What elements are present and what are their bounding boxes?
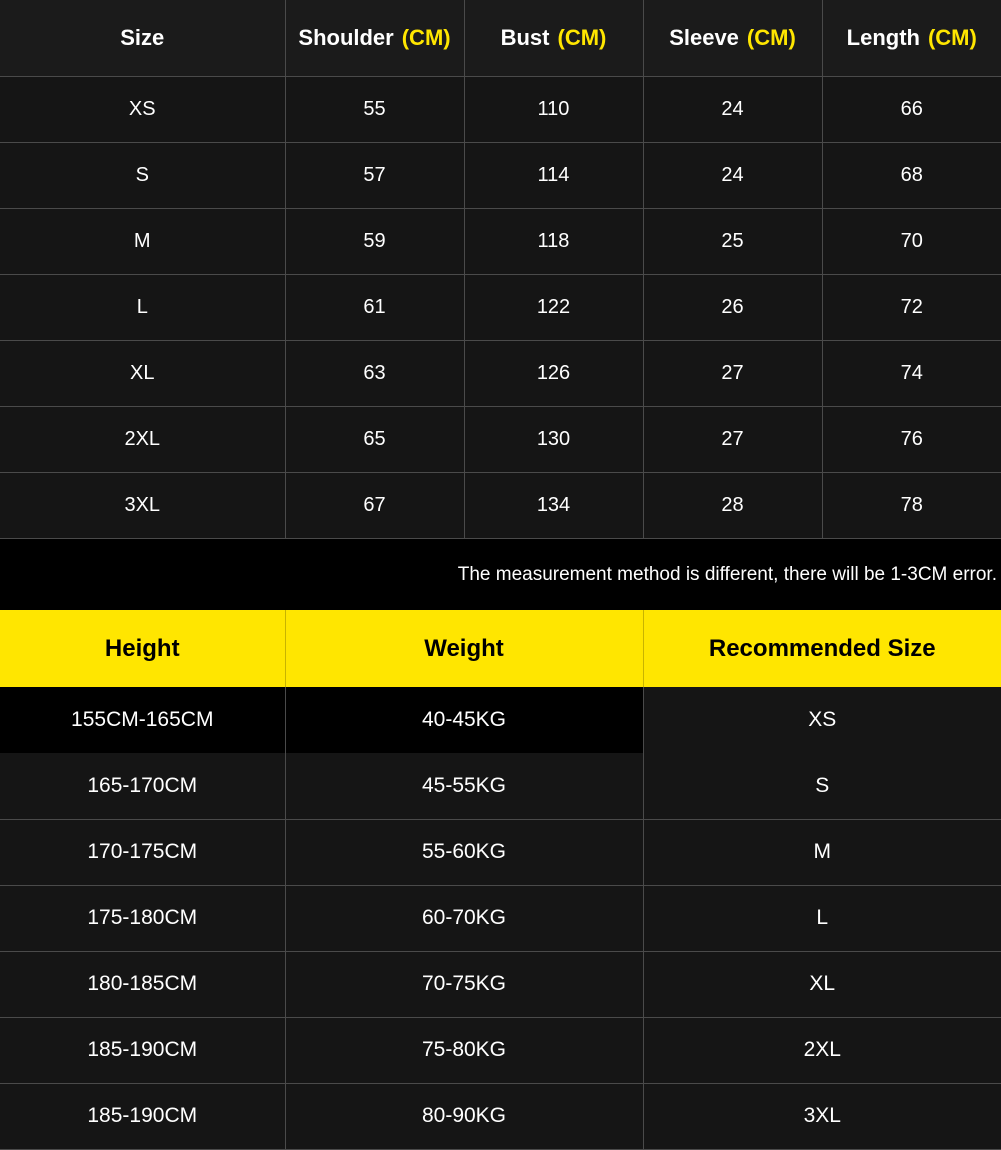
shoulder-cell: 59 [285, 208, 464, 274]
shoulder-cell: 55 [285, 76, 464, 142]
length-cell: 72 [822, 274, 1001, 340]
recommended-size-cell: XL [643, 951, 1001, 1017]
shoulder-cell: 63 [285, 340, 464, 406]
recommended-size-cell: 3XL [643, 1083, 1001, 1149]
bust-cell: 110 [464, 76, 643, 142]
size-header-shoulder: Shoulder (CM) [285, 0, 464, 76]
sleeve-cell: 28 [643, 472, 822, 538]
table-row [0, 406, 1001, 472]
recommendation-header-row [0, 610, 1001, 687]
table-row [0, 753, 1001, 819]
table-row [0, 142, 1001, 208]
size-cell: M [0, 208, 285, 274]
bust-cell: 130 [464, 406, 643, 472]
size-cell: 2XL [0, 406, 285, 472]
height-cell: 175-180CM [0, 885, 285, 951]
shoulder-cell: 57 [285, 142, 464, 208]
size-table-header-row [0, 0, 1001, 76]
bust-cell: 134 [464, 472, 643, 538]
sleeve-cell: 27 [643, 340, 822, 406]
bust-cell: 126 [464, 340, 643, 406]
weight-cell: 40-45KG [285, 687, 643, 753]
size-cell: XL [0, 340, 285, 406]
length-cell: 68 [822, 142, 1001, 208]
size-header-bust: Bust (CM) [464, 0, 643, 76]
shoulder-cell: 67 [285, 472, 464, 538]
length-cell: 74 [822, 340, 1001, 406]
rec-header-height: Height [0, 610, 285, 687]
table-row [0, 951, 1001, 1017]
table-row [0, 687, 1001, 753]
weight-cell: 55-60KG [285, 819, 643, 885]
rec-header-recommended-size: Recommended Size [643, 610, 1001, 687]
height-cell: 185-190CM [0, 1083, 285, 1149]
table-row [0, 274, 1001, 340]
sleeve-cell: 27 [643, 406, 822, 472]
sleeve-cell: 26 [643, 274, 822, 340]
recommended-size-cell: M [643, 819, 1001, 885]
measurement-note-text: The measurement method is different, there will be 1-3CM error. [457, 563, 997, 585]
size-cell: 3XL [0, 472, 285, 538]
weight-cell: 45-55KG [285, 753, 643, 819]
height-cell: 180-185CM [0, 951, 285, 1017]
weight-cell: 60-70KG [285, 885, 643, 951]
size-cell: S [0, 142, 285, 208]
table-row [0, 1083, 1001, 1149]
height-cell: 155CM-165CM [0, 687, 285, 753]
size-header-sleeve: Sleeve (CM) [643, 0, 822, 76]
table-row [0, 1017, 1001, 1083]
height-cell: 165-170CM [0, 753, 285, 819]
height-cell: 185-190CM [0, 1017, 285, 1083]
sleeve-cell: 25 [643, 208, 822, 274]
recommended-size-cell: S [643, 753, 1001, 819]
length-cell: 70 [822, 208, 1001, 274]
unit-label: (CM) [557, 24, 607, 50]
shoulder-cell: 65 [285, 406, 464, 472]
size-measurement-table [0, 0, 1001, 539]
size-cell: L [0, 274, 285, 340]
table-row [0, 885, 1001, 951]
unit-label: (CM) [746, 24, 796, 50]
size-header-size: Size [0, 0, 285, 76]
length-cell: 66 [822, 76, 1001, 142]
table-row [0, 472, 1001, 538]
rec-header-weight: Weight [285, 610, 643, 687]
size-header-length: Length (CM) [822, 0, 1001, 76]
measurement-note [0, 539, 1001, 610]
height-cell: 170-175CM [0, 819, 285, 885]
recommended-size-cell: XS [643, 687, 1001, 753]
table-row [0, 340, 1001, 406]
length-cell: 78 [822, 472, 1001, 538]
length-cell: 76 [822, 406, 1001, 472]
recommended-size-cell: 2XL [643, 1017, 1001, 1083]
table-row [0, 819, 1001, 885]
size-cell: XS [0, 76, 285, 142]
table-row [0, 76, 1001, 142]
unit-label: (CM) [401, 24, 451, 50]
weight-cell: 80-90KG [285, 1083, 643, 1149]
bust-cell: 114 [464, 142, 643, 208]
sleeve-cell: 24 [643, 76, 822, 142]
sleeve-cell: 24 [643, 142, 822, 208]
bust-cell: 118 [464, 208, 643, 274]
table-row [0, 208, 1001, 274]
weight-cell: 75-80KG [285, 1017, 643, 1083]
weight-cell: 70-75KG [285, 951, 643, 1017]
shoulder-cell: 61 [285, 274, 464, 340]
unit-label: (CM) [927, 24, 977, 50]
recommended-size-cell: L [643, 885, 1001, 951]
size-recommendation-table [0, 610, 1001, 1150]
bust-cell: 122 [464, 274, 643, 340]
